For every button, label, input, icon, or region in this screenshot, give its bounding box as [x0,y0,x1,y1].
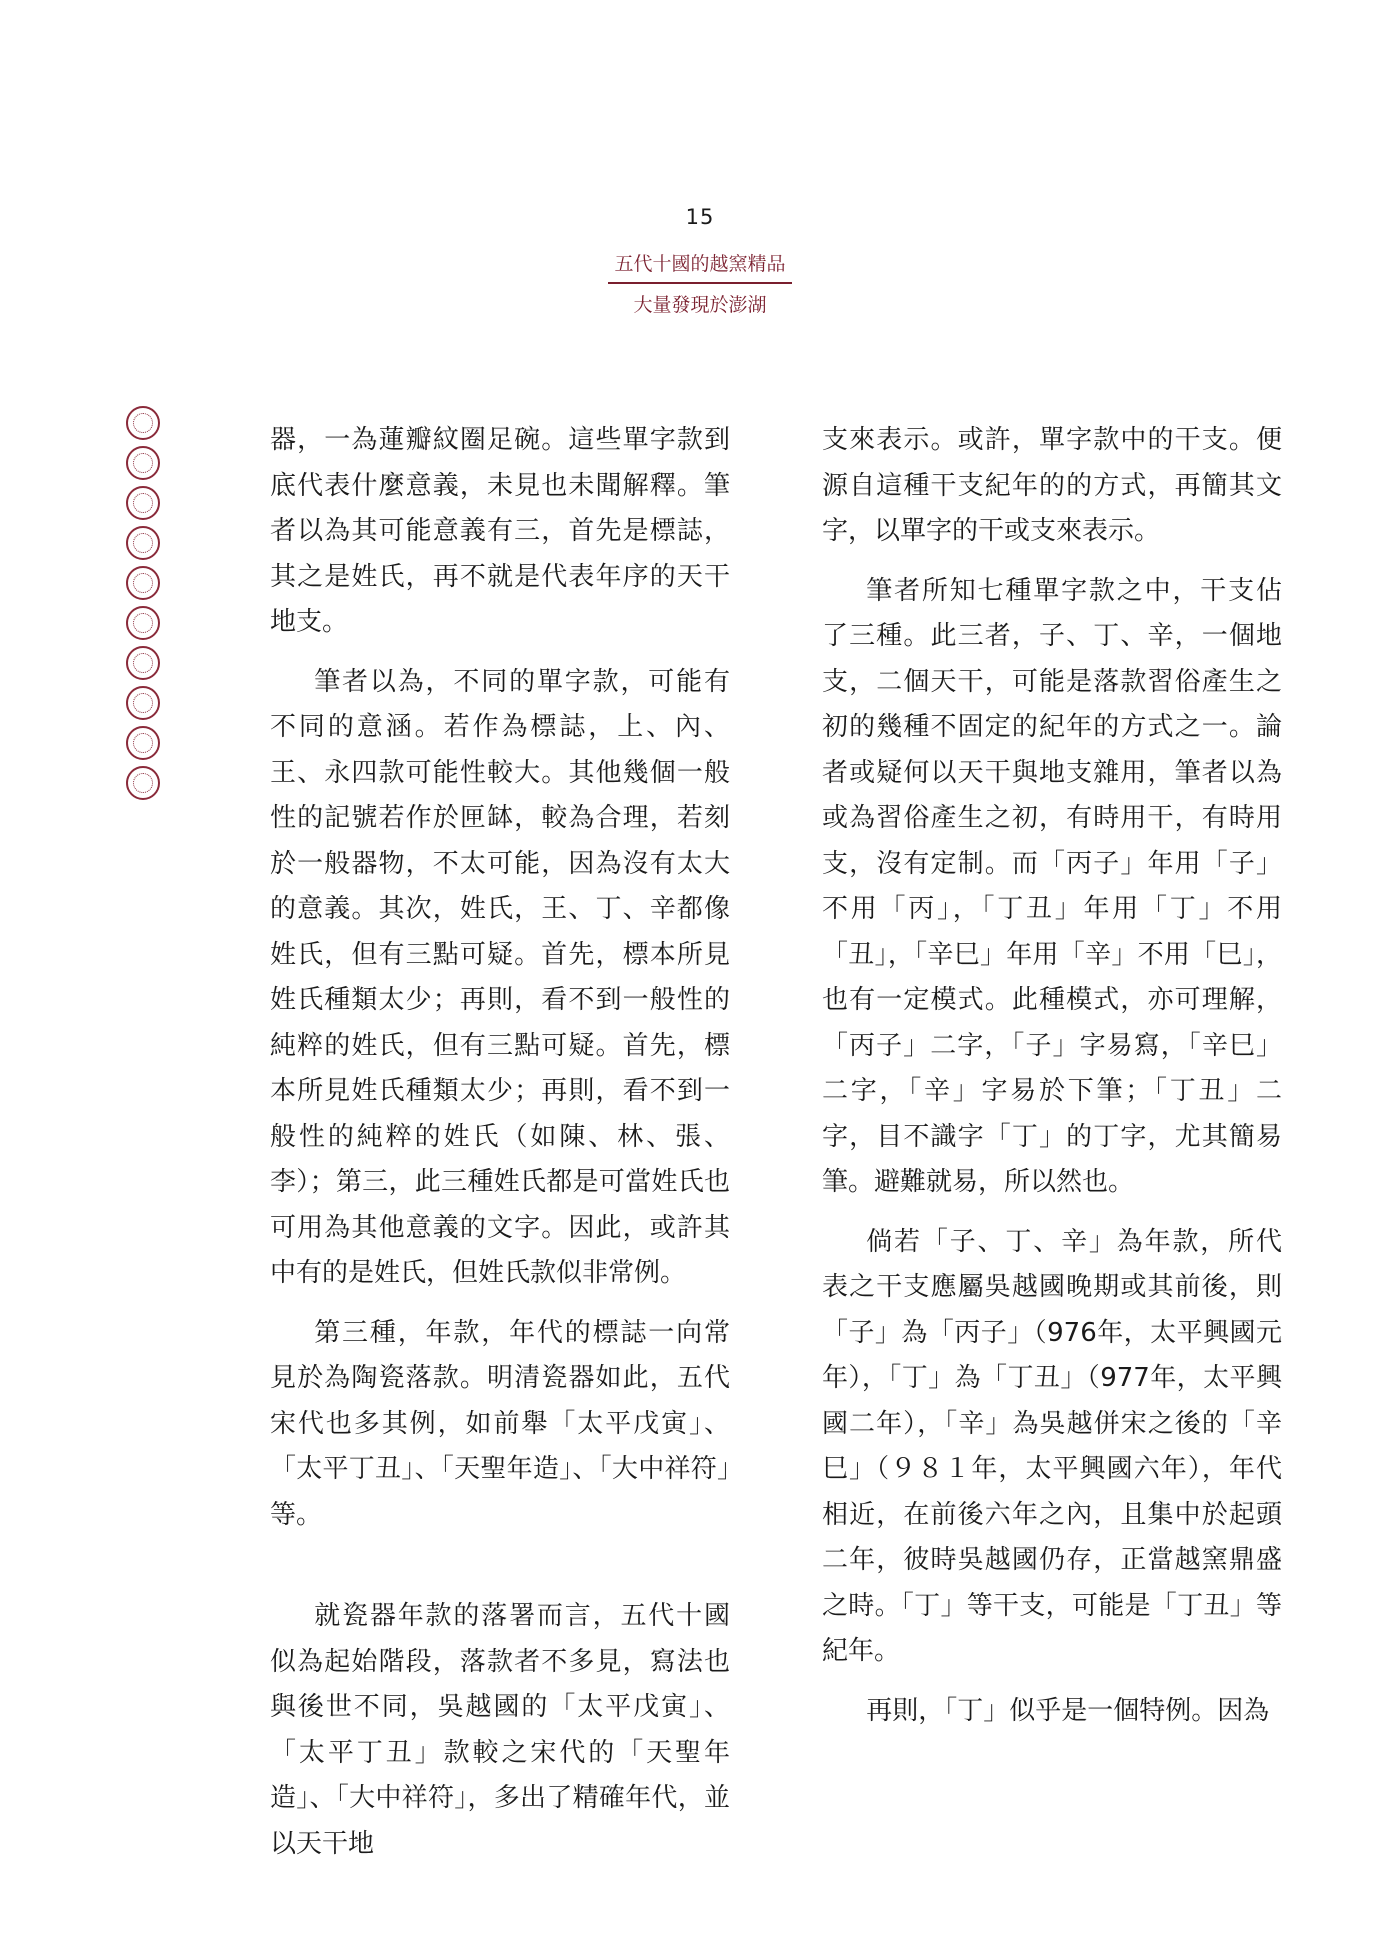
seal-stamp-icon [126,766,160,800]
seal-stamp-icon [126,446,160,480]
seal-stamp-icon [126,726,160,760]
page-number: 15 [685,205,715,229]
paragraph: 就瓷器年款的落署而言，五代十國似為起始階段，落款者不多見，寫法也與後世不同，吳越國的「太平戊寅」、「太平丁丑」款較之宋代的「天聖年造」、「大中祥符」，多出了精確年代，並以天干地 [270,1601,730,1859]
paragraph: 支來表示。或許，單字款中的干支。便源自這種干支紀年的的方式，再簡其文字，以單字的干或支來表示。 [822,425,1282,546]
paragraph: 倘若「子、丁、辛」為年款，所代表之干支應屬吳越國晚期或其前後，則「子」為「丙子」（976年，太平興國元年），「丁」為「丁丑」（977年，太平興國二年），「辛」為吳越併宋之後的「辛巳」（９８１年，太平興國六年），年代相近，在前後六年之內，且集中於起頭二年，彼時吳越國仍存，正當越窯鼎盛之時。「丁」等干支，可能是「丁丑」等紀年。 [822,1226,1282,1666]
seal-stamp-icon [126,486,160,520]
seal-stamp-icon [126,526,160,560]
decorative-seal-strip [126,406,166,806]
seal-stamp-icon [126,606,160,640]
left-text-column [270,418,730,1867]
paragraph: 再則，「丁」似乎是一個特例。因為 [866,1695,1270,1726]
seal-stamp-icon [126,406,160,440]
paragraph: 第三種，年款，年代的標誌一向常見於為陶瓷落款。明清瓷器如此，五代宋代也多其例，如前舉「太平戊寅」、「太平丁丑」、「天聖年造」、「大中祥符」等。 [270,1317,730,1530]
seal-stamp-icon [126,686,160,720]
paragraph: 筆者所知七種單字款之中，干支佔了三種。此三者，子、丁、辛，一個地支，二個天干，可能是落款習俗產生之初的幾種不固定的紀年的方式之一。論者或疑何以天干與地支雜用，筆者以為或為習俗產生之初，有時用干，有時用支，沒有定制。而「丙子」年用「子」不用「丙」，「丁丑」年用「丁」不用「丑」，「辛巳」年用「辛」不用「巳」，也有一定模式。此種模式，亦可理解，「丙子」二字，「子」字易寫，「辛巳」二字，「辛」字易於下筆；「丁丑」二字，目不識字「丁」的丁字，尤其簡易筆。避難就易，所以然也。 [822,575,1282,1197]
seal-stamp-icon [126,646,160,680]
right-text-column [822,418,1282,1734]
running-title-line-1: 五代十國的越窯精品 [608,249,791,284]
paragraph: 筆者以為，不同的單字款，可能有不同的意涵。若作為標誌，上、內、王、永四款可能性較大。其他幾個一般性的記號若作於匣缽，較為合理，若刻於一般器物，不太可能，因為沒有太大的意義。其次，姓氏，王、丁、辛都像姓氏，但有三點可疑。首先，標本所見姓氏種類太少；再則，看不到一般性的純粹的姓氏，但有三點可疑。首先，標本所見姓氏種類太少；再則，看不到一般性的純粹的姓氏（如陳、林、張、李）；第三，此三種姓氏都是可當姓氏也可用為其他意義的文字。因此，或許其中有的是姓氏，但姓氏款似非常例。 [270,666,730,1288]
running-title-line-2: 大量發現於澎湖 [633,294,767,316]
running-header [0,205,1400,317]
seal-stamp-icon [126,566,160,600]
running-title [608,249,791,317]
paragraph: 器，一為蓮瓣紋圈足碗。這些單字款到底代表什麼意義，未見也未聞解釋。筆者以為其可能意義有三，首先是標誌，其之是姓氏，再不就是代表年序的天干地支。 [270,425,730,637]
